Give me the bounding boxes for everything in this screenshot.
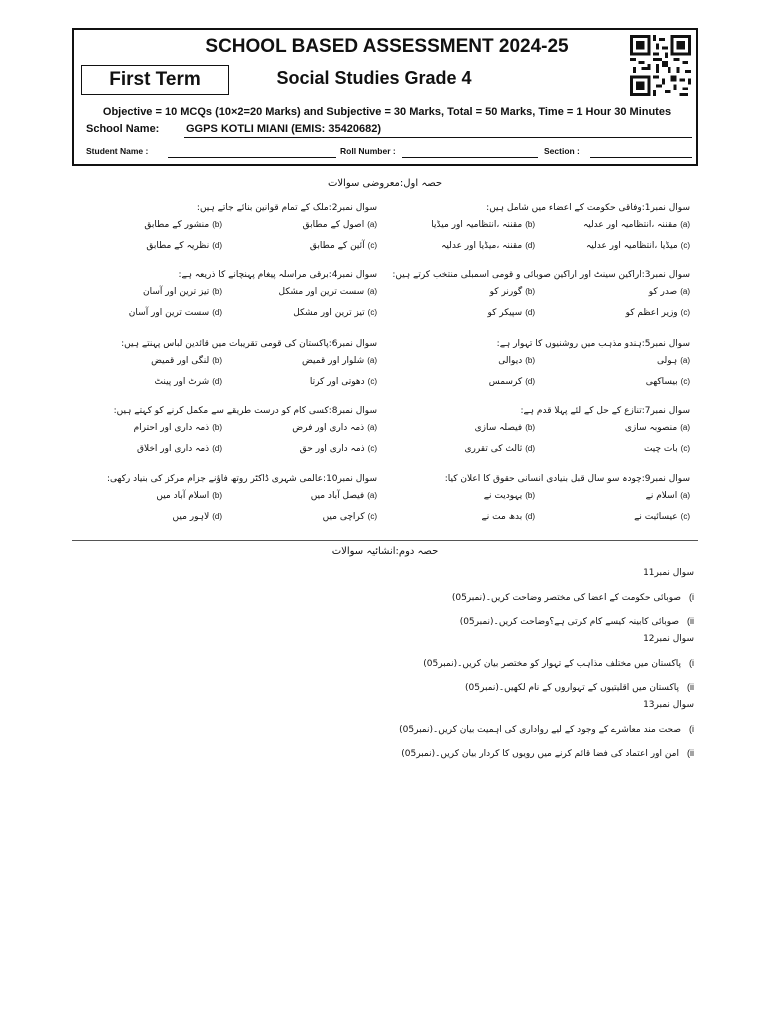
- mcq-question-title: سوال نمبر3:اراکین سینٹ اور اراکین صوبائی و قومی اسمبلی منتخب کرتے ہیں:: [392, 270, 690, 280]
- mcq-option[interactable]: [279, 287, 377, 297]
- mcq-question-title: سوال نمبر8:کسی کام کو درست طریقے سے مکمل کرنے کو کہتے ہیں:: [113, 406, 377, 416]
- option-letter: (c): [680, 308, 690, 317]
- header-box: [72, 28, 698, 166]
- option-text: شلوار اور قمیض: [302, 356, 365, 366]
- mcq-option[interactable]: [323, 512, 377, 522]
- section-two-title: حصہ دوم:انشائیہ سوالات: [331, 546, 439, 557]
- option-text: ثالث کی تقرری: [464, 444, 523, 454]
- option-letter: (c): [680, 241, 690, 250]
- mcq-option[interactable]: [644, 444, 690, 454]
- option-letter: (c): [367, 512, 377, 521]
- mcq-question-title: سوال نمبر7:تنازع کے حل کے لئے پہلا قدم ہے:: [520, 406, 690, 416]
- option-text: فیصلہ سازی: [474, 423, 523, 433]
- option-text: ہولی: [657, 356, 678, 366]
- mcq-question-title: سوال نمبر10:عالمی شہری ڈاکٹر روتھ فاؤنے جزام مرکز کی بنیاد رکھی:: [106, 474, 377, 484]
- option-letter: (a): [680, 220, 690, 229]
- option-letter: (c): [680, 512, 690, 521]
- option-text: سست ترین اور مشکل: [278, 287, 365, 297]
- mcq-question: [106, 474, 377, 528]
- subjective-part: [460, 616, 694, 627]
- option-letter: (b): [212, 220, 222, 229]
- mcq-option[interactable]: [310, 241, 377, 251]
- option-text: صدر کو: [648, 287, 678, 297]
- subjective-part: [465, 682, 694, 693]
- option-text: نظریہ کے مطابق: [146, 241, 210, 251]
- mcq-option[interactable]: [137, 444, 222, 454]
- option-letter: (d): [212, 241, 222, 250]
- mcq-option[interactable]: [475, 423, 535, 433]
- option-text: کراچی میں: [322, 512, 365, 522]
- student-name-field[interactable]: [168, 157, 336, 158]
- mcq-question-title: سوال نمبر6:پاکستان کی قومی تقریبات میں قائدین لباس پہنتے ہیں:: [121, 339, 377, 349]
- option-letter: (b): [525, 287, 535, 296]
- student-name-label: Student Name :: [86, 146, 149, 156]
- option-letter: (c): [367, 444, 377, 453]
- option-text: وزیر اعظم کو: [625, 308, 678, 318]
- option-letter: (d): [525, 377, 535, 386]
- mcq-question: [127, 203, 377, 257]
- mcq-option[interactable]: [293, 308, 377, 318]
- option-text: یہودیت نے: [483, 491, 523, 501]
- mcq-option[interactable]: [657, 356, 690, 366]
- mcq-option[interactable]: [634, 512, 690, 522]
- option-text: بدھ مت نے: [481, 512, 523, 522]
- mcq-option[interactable]: [303, 220, 377, 230]
- mcq-option[interactable]: [156, 491, 222, 501]
- option-text: تیز ترین اور آسان: [143, 287, 210, 297]
- roll-number-field[interactable]: [402, 157, 538, 158]
- mcq-option[interactable]: [583, 220, 690, 230]
- option-text: ذمہ داری اور حق: [299, 444, 365, 454]
- mcq-question-title: سوال نمبر9:چودہ سو سال قبل بنیادی انسانی حقوق کا اعلان کیا:: [444, 474, 690, 484]
- student-info-row: [86, 146, 692, 160]
- part-numeral: ii): [687, 748, 694, 758]
- option-letter: (d): [212, 308, 222, 317]
- mcq-question: [440, 406, 690, 460]
- mcq-question-title: سوال نمبر1:وفاقی حکومت کے اعضاء میں شامل ہیں:: [486, 203, 690, 213]
- mcq-option[interactable]: [146, 241, 222, 251]
- option-letter: (c): [680, 377, 690, 386]
- option-text: فیصل آباد میں: [310, 491, 365, 501]
- section-field[interactable]: [590, 157, 692, 158]
- mcq-option[interactable]: [625, 423, 690, 433]
- part-text: پاکستان میں مختلف مذاہب کے تہوار کو مختصر بیان کریں۔(نمبر05): [423, 659, 681, 669]
- option-text: آئین کے مطابق: [309, 241, 365, 251]
- option-letter: (a): [680, 356, 690, 365]
- school-name-underline: [184, 137, 692, 138]
- mcq-question: [121, 339, 377, 393]
- option-letter: (d): [525, 444, 535, 453]
- part-text: صحت مند معاشرے کے وجود کے لیے رواداری کی اہمیت بیان کریں۔(نمبر05): [399, 725, 681, 735]
- option-letter: (a): [680, 491, 690, 500]
- option-text: میڈیا ،انتظامیہ اور عدلیہ: [585, 241, 678, 251]
- mcq-option[interactable]: [151, 356, 222, 366]
- mcq-option[interactable]: [134, 423, 222, 433]
- option-text: کرسمس: [488, 377, 523, 387]
- mcq-option[interactable]: [482, 512, 535, 522]
- mcq-option[interactable]: [487, 308, 535, 318]
- option-text: مقننہ ،انتظامیہ اور میڈیا: [431, 220, 523, 230]
- assessment-title: SCHOOL BASED ASSESSMENT 2024-25: [205, 36, 569, 57]
- mcq-option[interactable]: [144, 220, 222, 230]
- option-letter: (b): [525, 220, 535, 229]
- option-text: بات چیت: [643, 444, 678, 454]
- mcq-option[interactable]: [498, 356, 535, 366]
- part-text: امن اور اعتماد کی فضا قائم کرنے میں رویوں کا کردار بیان کریں۔(نمبر05): [401, 749, 679, 759]
- option-letter: (a): [367, 220, 377, 229]
- mcq-question: [392, 270, 690, 324]
- option-text: مقننہ ،میڈیا اور عدلیہ: [441, 241, 523, 251]
- option-text: لنگی اور قمیض: [151, 356, 210, 366]
- part-text: صوبائی حکومت کے اعضا کی مختصر وضاحت کریں۔(نمبر05): [451, 593, 681, 603]
- option-text: منصوبہ سازی: [624, 423, 678, 433]
- mcq-option[interactable]: [484, 491, 535, 501]
- option-letter: (d): [212, 444, 222, 453]
- part-numeral: ii): [687, 682, 694, 692]
- mcq-option[interactable]: [586, 241, 690, 251]
- section-label: Section :: [544, 146, 580, 156]
- mcq-option[interactable]: [431, 220, 535, 230]
- mcq-option[interactable]: [302, 356, 377, 366]
- subject-title: Social Studies Grade 4: [276, 68, 472, 88]
- option-letter: (d): [525, 308, 535, 317]
- option-letter: (a): [680, 287, 690, 296]
- mcq-option[interactable]: [129, 308, 222, 318]
- mcq-question-title: سوال نمبر5:ہندو مذہب میں روشنیوں کا تہوار ہے:: [496, 339, 690, 349]
- option-text: ذمہ داری اور فرض: [292, 423, 365, 433]
- mcq-question-title: سوال نمبر4:برقی مراسلہ پیغام پہنچانے کا ذریعہ ہے:: [178, 270, 377, 280]
- part-numeral: i): [689, 592, 694, 602]
- part-text: پاکستان میں اقلیتیوں کے تہواروں کے نام لکھیں۔(نمبر05): [465, 683, 679, 693]
- mcq-question: [431, 203, 690, 257]
- mcq-option[interactable]: [441, 241, 535, 251]
- section-one-title: حصہ اول:معروضی سوالات: [327, 178, 443, 189]
- option-letter: (c): [367, 377, 377, 386]
- mcq-option[interactable]: [649, 287, 690, 297]
- option-letter: (c): [367, 308, 377, 317]
- mcq-option[interactable]: [464, 444, 535, 454]
- option-letter: (c): [367, 241, 377, 250]
- option-text: اسلام نے: [645, 491, 678, 501]
- mcq-question: [440, 474, 690, 528]
- option-letter: (a): [367, 423, 377, 432]
- part-numeral: i): [689, 658, 694, 668]
- subjective-part: [401, 748, 694, 759]
- objective-line: Objective = 10 MCQs (10×2=20 Marks) and Subjective = 30 Marks, Total = 50 Marks, Time = 1 Hour 30 Minutes: [102, 106, 672, 118]
- mcq-option[interactable]: [292, 423, 377, 433]
- option-letter: (b): [212, 491, 222, 500]
- option-text: سپیکر کو: [487, 308, 523, 318]
- subjective-part: [423, 658, 694, 669]
- mcq-option[interactable]: [646, 491, 690, 501]
- option-letter: (b): [525, 423, 535, 432]
- subjective-part: [452, 592, 694, 603]
- option-text: منشور کے مطابق: [144, 220, 210, 230]
- option-letter: (b): [525, 491, 535, 500]
- option-text: تیز ترین اور مشکل: [293, 308, 365, 318]
- section-divider: [72, 540, 698, 541]
- mcq-question: [440, 339, 690, 393]
- mcq-option[interactable]: [300, 444, 377, 454]
- part-text: صوبائی کابینہ کیسے کام کرتی ہے؟وضاحت کریں۔(نمبر05): [459, 617, 679, 627]
- option-letter: (a): [367, 287, 377, 296]
- option-letter: (d): [525, 512, 535, 521]
- option-text: گورنر کو: [489, 287, 523, 297]
- option-letter: (d): [212, 512, 222, 521]
- mcq-option[interactable]: [173, 512, 222, 522]
- option-text: ذمہ داری اور احترام: [133, 423, 210, 433]
- option-text: بیساکھی: [645, 377, 678, 387]
- option-text: دھوتی اور کرتا: [309, 377, 365, 387]
- option-letter: (d): [212, 377, 222, 386]
- mcq-question-title: سوال نمبر2:ملک کے تمام قوانین بنائے جاتے ہیں:: [196, 203, 377, 213]
- mcq-option[interactable]: [155, 377, 222, 387]
- option-letter: (b): [212, 356, 222, 365]
- school-name-value: GGPS KOTLI MIANI (EMIS: 35420682): [186, 123, 381, 135]
- mcq-option[interactable]: [143, 287, 222, 297]
- option-text: اصول کے مطابق: [302, 220, 365, 230]
- subjective-question-number: سوال نمبر11: [643, 568, 694, 578]
- option-text: دیوالی: [498, 356, 523, 366]
- mcq-option[interactable]: [626, 308, 690, 318]
- subjective-question-number: سوال نمبر12: [643, 634, 694, 644]
- mcq-option[interactable]: [311, 491, 377, 501]
- option-text: اسلام آباد میں: [156, 491, 210, 501]
- term-box: First Term: [81, 65, 229, 95]
- mcq-option[interactable]: [489, 377, 535, 387]
- option-letter: (b): [212, 423, 222, 432]
- mcq-option[interactable]: [646, 377, 690, 387]
- part-numeral: ii): [687, 616, 694, 626]
- option-text: مقننہ ،انتظامیہ اور عدلیہ: [582, 220, 678, 230]
- option-letter: (d): [525, 241, 535, 250]
- option-letter: (b): [525, 356, 535, 365]
- option-letter: (b): [212, 287, 222, 296]
- school-name-label: School Name:: [86, 123, 160, 135]
- subjective-part: [399, 724, 694, 735]
- mcq-question: [127, 270, 377, 324]
- mcq-question: [113, 406, 377, 460]
- roll-number-label: Roll Number :: [340, 146, 396, 156]
- option-text: ذمہ داری اور اخلاق: [137, 444, 210, 454]
- option-letter: (a): [367, 491, 377, 500]
- qr-code-icon: [630, 35, 691, 96]
- option-text: سست ترین اور آسان: [128, 308, 210, 318]
- option-text: لاہور میں: [172, 512, 210, 522]
- subjective-question-number: سوال نمبر13: [643, 700, 694, 710]
- option-letter: (a): [367, 356, 377, 365]
- mcq-option[interactable]: [490, 287, 535, 297]
- option-text: عیسائیت نے: [634, 512, 678, 522]
- option-letter: (c): [680, 444, 690, 453]
- option-text: شرٹ اور پینٹ: [154, 377, 210, 387]
- option-letter: (a): [680, 423, 690, 432]
- mcq-option[interactable]: [310, 377, 377, 387]
- part-numeral: i): [689, 724, 694, 734]
